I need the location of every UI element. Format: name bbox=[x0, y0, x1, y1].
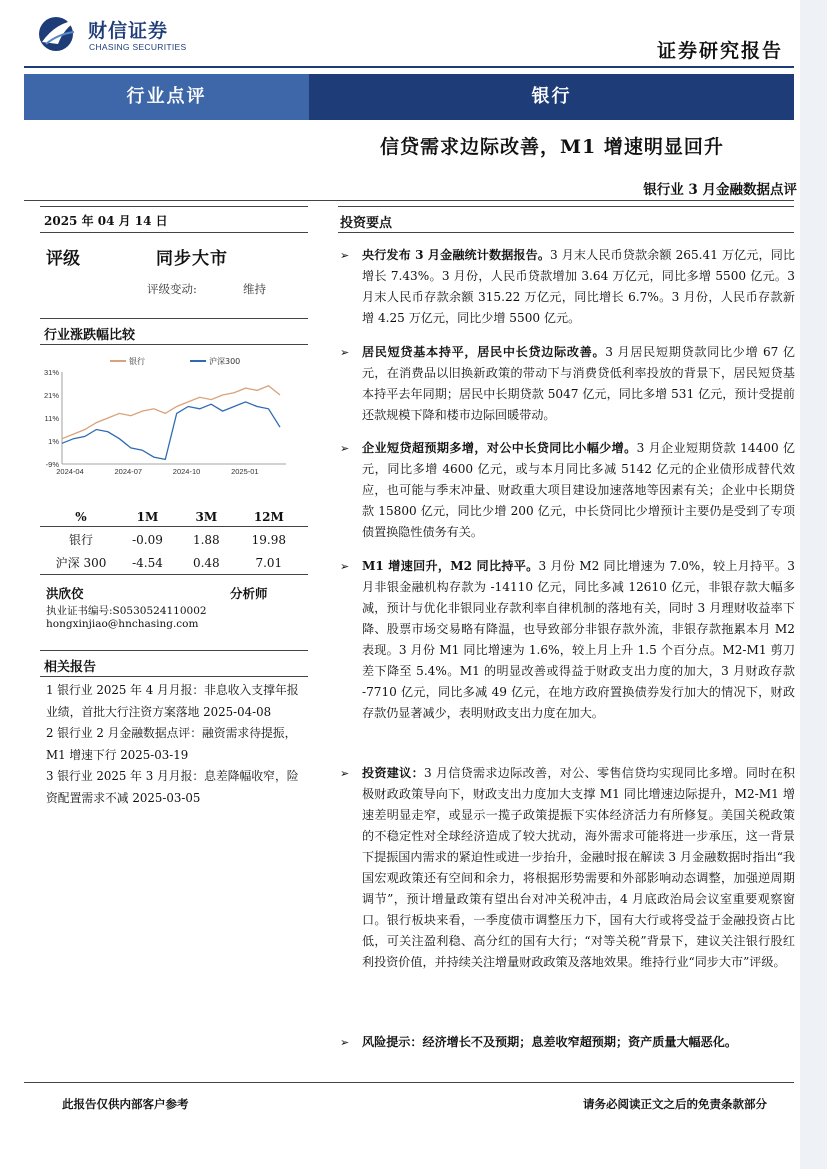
performance-table bbox=[46, 505, 304, 574]
x-tick-label: 2024-10 bbox=[172, 467, 201, 476]
key-point bbox=[340, 342, 795, 426]
key-point-body: 3 月末人民币贷款余额 265.41 万亿元，同比增长 7.43%。3 月份，人民币贷款增加 3.64 万亿元，同比多增 5500 亿元。3 月末人民币存款余额 315.22 万亿元，同比增长 6.7%。3 月份，人民币存款新增 4.25 万亿元，同比少增 5500 亿元。 bbox=[362, 248, 796, 325]
footer-disclaimer: 请务必阅读正文之后的免责条款部分 bbox=[583, 1097, 767, 1111]
table-header: 1M bbox=[136, 509, 159, 524]
divider bbox=[338, 206, 794, 207]
report-type: 证券研究报告 bbox=[656, 40, 783, 62]
table-header-row bbox=[46, 505, 304, 528]
y-tick-label: 31% bbox=[43, 368, 59, 377]
key-point-heading: 投资建议： bbox=[362, 766, 424, 780]
banner-industry: 银行 bbox=[309, 74, 794, 120]
divider bbox=[40, 318, 308, 319]
y-tick-label: -9% bbox=[45, 460, 59, 469]
key-point-heading: 企业短贷超预期多增，对公中长贷同比小幅少增。 bbox=[362, 441, 637, 455]
divider bbox=[40, 232, 308, 233]
footer-rule bbox=[24, 1082, 794, 1083]
legend-label: 沪深300 bbox=[209, 357, 241, 366]
divider bbox=[40, 650, 308, 651]
table-cell: -0.09 bbox=[132, 532, 163, 547]
top-rule bbox=[24, 66, 794, 68]
report-title: 信贷需求边际改善，M1 增速明显回升 bbox=[380, 136, 724, 158]
performance-chart bbox=[40, 352, 292, 492]
table-row bbox=[46, 551, 304, 574]
footer-notice: 此报告仅供内部客户参考 bbox=[62, 1097, 189, 1111]
arrow-icon: ➢ bbox=[340, 1036, 350, 1049]
logo-subtext: CHASING SECURITIES bbox=[89, 42, 187, 52]
y-tick-label: 1% bbox=[48, 437, 59, 446]
divider bbox=[40, 344, 308, 345]
analyst-name: 洪欣佼 bbox=[46, 586, 84, 601]
table-cell: 19.98 bbox=[251, 532, 286, 547]
perf-title: 行业涨跌幅比较 bbox=[44, 328, 136, 343]
table-row bbox=[46, 528, 304, 551]
related-report[interactable]: 2 银行业 2 月金融数据点评：融资需求待提振，M1 增速下行 2025-03-19 bbox=[46, 726, 297, 762]
table-header: 3M bbox=[195, 509, 218, 524]
rating-value: 同步大市 bbox=[156, 249, 228, 269]
y-tick-label: 11% bbox=[44, 414, 59, 423]
table-cell: 沪深 300 bbox=[55, 556, 107, 570]
arrow-icon: ➢ bbox=[340, 560, 350, 573]
key-point-body: 3 月份 M2 同比增速为 7.0%，较上月持平。3 月非银金融机构存款为 -14110 亿元，同比多减 12610 亿元，非银存款大幅多减，预计与优化非银同业存款利率自律机制的落地有关，同时 3 月理财收益率下降、股票市场交易略有降温，也导致部分非银存款外流，非银存款拖累本月 M2 表现。3 月份 M1 同比增速为 1.6%，较上月上升 1.5 个百分点。M2-M1 剪刀差下降至 5.4%。M1 的明显改善或得益于财政支出力度的加大，3 月财政存款 -7710 亿元，同比多减 49 亿元，在地方政府置换债券发行加大的情况下，财政存款仍显著减少，表明财政支出力度在加大。 bbox=[362, 559, 795, 720]
y-tick-label: 21% bbox=[43, 391, 59, 400]
legend-label: 银行 bbox=[129, 357, 145, 366]
key-point-body: 3 月居民短期贷款同比少增 67 亿元，在消费品以旧换新政策的带动下与消费贷低利率投放的背景下，居民短贷基本持平去年同期；居民中长期贷款 5047 亿元，同比多增 531 亿元，预计受提前还款规模下降和楼市边际回暖带动。 bbox=[362, 345, 795, 422]
key-point bbox=[340, 763, 795, 973]
rating-change-label: 评级变动: bbox=[147, 282, 197, 296]
key-point bbox=[340, 556, 795, 724]
key-point-heading: 风险提示：经济增长不及预期；息差收窄超预期；资产质量大幅恶化。 bbox=[362, 1035, 737, 1049]
related-report[interactable]: 3 银行业 2025 年 3 月月报：息差降幅收窄，险资配置需求不减 2025-03-05 bbox=[46, 769, 299, 805]
divider bbox=[338, 232, 794, 233]
key-point bbox=[340, 245, 795, 329]
key-point bbox=[340, 438, 795, 543]
report-date: 2025 年 04 月 14 日 bbox=[44, 214, 168, 228]
table-cell: -4.54 bbox=[132, 555, 163, 570]
x-tick-label: 2024-04 bbox=[56, 467, 84, 476]
banner-category: 行业点评 bbox=[24, 74, 309, 120]
analyst-email[interactable]: hongxinjiao@hnchasing.com bbox=[46, 618, 199, 630]
table-header: 12M bbox=[253, 509, 284, 524]
key-point-heading: 央行发布 3 月金融统计数据报告。 bbox=[362, 248, 551, 262]
key-point-heading: M1 增速回升，M2 同比持平。 bbox=[362, 559, 539, 573]
related-title: 相关报告 bbox=[44, 660, 97, 675]
logo-text: 财信证券 bbox=[88, 20, 169, 42]
rating-change-value: 维持 bbox=[243, 282, 266, 296]
key-point bbox=[340, 1032, 795, 1053]
side-bar bbox=[800, 0, 827, 1169]
rating-label: 评级 bbox=[46, 249, 80, 269]
arrow-icon: ➢ bbox=[340, 767, 350, 780]
arrow-icon: ➢ bbox=[340, 346, 350, 359]
arrow-icon: ➢ bbox=[340, 442, 350, 455]
table-header: % bbox=[75, 509, 87, 524]
key-points-title: 投资要点 bbox=[340, 216, 393, 231]
x-tick-label: 2025-01 bbox=[231, 467, 259, 476]
table-cell: 1.88 bbox=[192, 532, 220, 547]
divider bbox=[40, 526, 308, 527]
table-cell: 7.01 bbox=[255, 555, 283, 570]
x-tick-label: 2024-07 bbox=[114, 467, 143, 476]
logo-icon bbox=[34, 14, 86, 54]
analyst-title: 分析师 bbox=[230, 586, 268, 601]
divider bbox=[40, 676, 308, 677]
table-cell: 0.48 bbox=[192, 555, 220, 570]
report-subtitle: 银行业 3 月金融数据点评 bbox=[643, 182, 797, 198]
key-point-body: 3 月信贷需求边际改善，对公、零售信贷均实现同比多增。同时在积极财政政策导向下，财政支出力度加大支撑 M1 同比增速边际提升，M2-M1 增速差明显走窄，或显示一揽子政策提振下实体经济活力有所修复。美国关税政策的不稳定性对全球经济造成了较大扰动，海外需求可能将进一步承压，这一背景下提振国内需求的紧迫性或进一步抬升，金融时报在解读 3 月金融数据时指出“我国宏观政策还有空间和余力，将根据形势需要和外部影响动态调整，加强逆周期调节”，预计增量政策有望出台对冲关税冲击，4 月底政治局会议室重要观察窗口。银行板块来看，一季度债市调整压力下，国有大行或将受益于金融投资占比低，可关注盈利稳、高分红的国有大行；“对等关税”背景下，建议关注银行股红利投资价值，并持续关注增量财政政策及落地效果。维持行业“同步大市”评级。 bbox=[362, 766, 795, 969]
key-point-body: 3 月企业短期贷款 14400 亿元，同比多增 4600 亿元，或与本月同比多减 5142 亿元的企业债形成替代效应，也可能与季末冲量、财政重大项目建设加速落地等因素有关；企业中长期贷款 15800 亿元，同比少增 200 亿元，中长贷同比少增预计主要仍是受到了专项债置换隐性债务有关。 bbox=[362, 441, 795, 539]
arrow-icon: ➢ bbox=[340, 249, 350, 262]
key-point-heading: 居民短贷基本持平，居民中长贷边际改善。 bbox=[362, 345, 606, 359]
related-report[interactable]: 1 银行业 2025 年 4 月月报：非息收入支撑年报业绩，首批大行注资方案落地 2025-04-08 bbox=[46, 683, 299, 719]
table-cell: 银行 bbox=[68, 533, 93, 547]
analyst-cert: 执业证书编号:S0530524110002 bbox=[46, 605, 207, 617]
divider bbox=[40, 574, 308, 575]
divider bbox=[40, 206, 308, 207]
divider bbox=[24, 200, 794, 201]
